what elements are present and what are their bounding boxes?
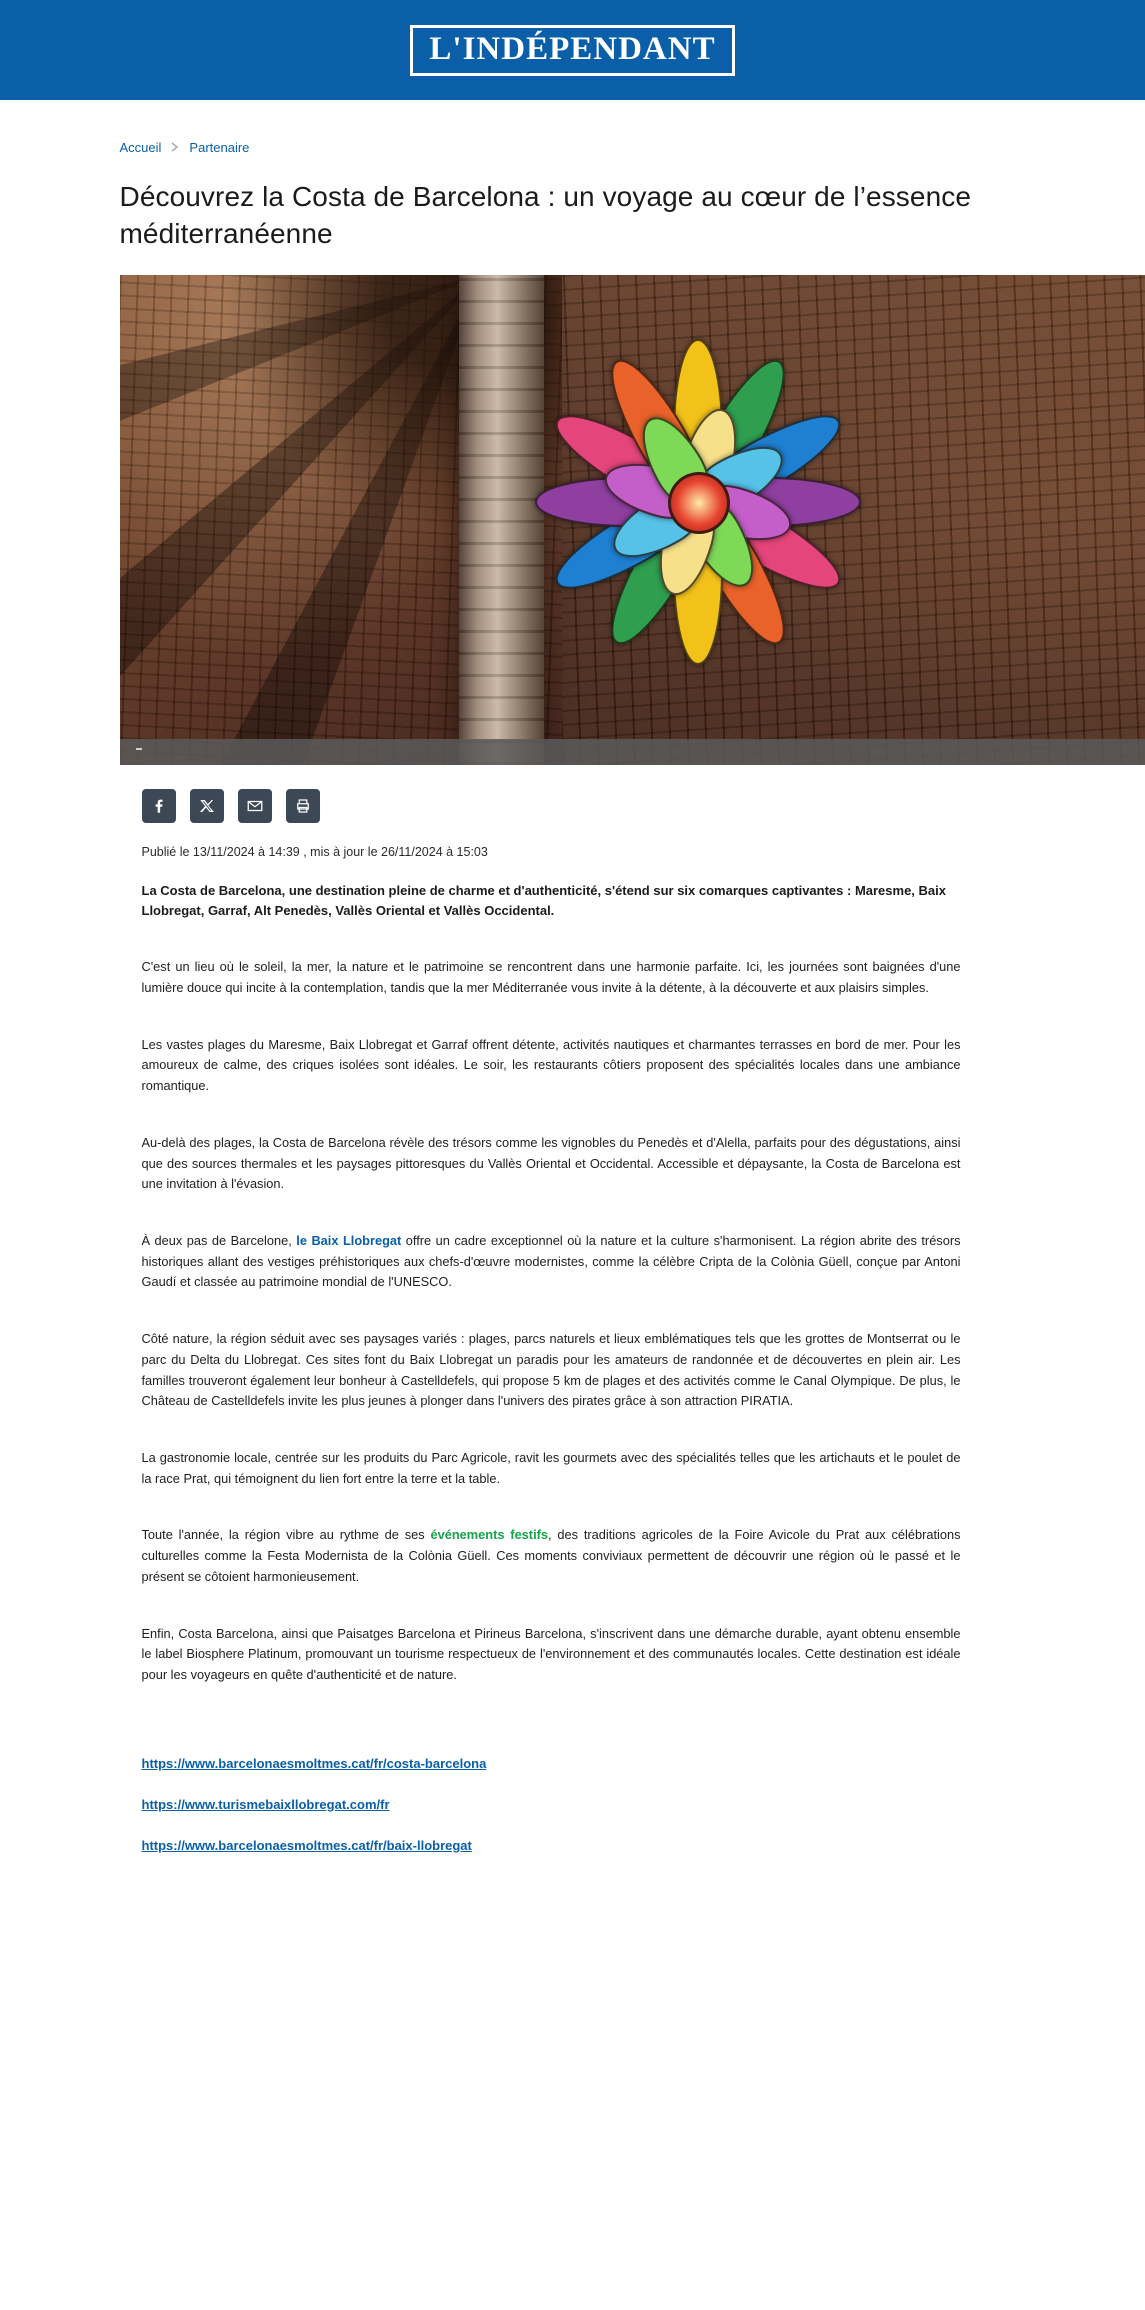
paragraph-text-after: offre un cadre exceptionnel où la nature et la culture s'harmonisent. La région abrite des trésors historiques allant des vestiges préhistoriques aux chefs-d'œuvre modernistes, comme la célèbre Cripta de la Colònia Güell, conçue par Antoni Gaudí et classée au patrimoine mondial de l'UNESCO.	[141, 1232, 961, 1290]
hero-image	[120, 275, 1145, 765]
article-paragraph-2: Les vastes plages du Maresme, Baix Llobregat et Garraf offrent détente, activités nautiques et charmantes terrasses en bord de mer. Pour les amoureux de calme, des criques isolées sont idéales. Le soir, les restaurants côtiers proposent des spécialités locales dans une ambiance romantique.	[141, 1036, 961, 1094]
hero-caption-mark	[136, 748, 142, 750]
breadcrumb-item-accueil[interactable]: Accueil	[119, 140, 162, 155]
hero-rose-window	[531, 335, 861, 665]
article-paragraph-8: Enfin, Costa Barcelona, ainsi que Paisatges Barcelona et Pirineus Barcelona, s'inscrivent dans une démarche durable, ayant obtenu ensemble le label Biosphere Platinum, promouvant un tourisme respectueux de l'environnement et des communautés locales. Cette destination est idéale pour les voyageurs en quête d'authenticité et de nature.	[141, 1625, 961, 1682]
page-container	[50, 140, 1096, 1919]
print-button[interactable]	[286, 789, 320, 823]
paragraph-text-before-2: Toute l'année, la région vibre au rythme de ses	[141, 1527, 431, 1543]
article-paragraph-7	[142, 1525, 961, 1587]
breadcrumb	[50, 140, 1096, 155]
hero-caption-bar	[120, 739, 1145, 765]
page-title: Découvrez la Costa de Barcelona : un voyage au cœur de l’essence méditerranéenne	[119, 181, 972, 249]
facebook-share-button[interactable]	[142, 789, 176, 823]
link-evenements-festifs[interactable]: événements festifs	[430, 1527, 548, 1543]
article-meta: Publié le 13/11/2024 à 14:39 , mis à jour le 26/11/2024 à 15:03	[141, 844, 488, 859]
related-link-2[interactable]: https://www.turismebaixllobregat.com/fr	[141, 1796, 390, 1812]
paragraph-text-after-2: , des traditions agricoles de la Foire Avicole du Prat aux célébrations culturelles comme la Festa Modernista de la Colònia Güell. Ces moments conviviaux permettent de découvrir une région où le passé et le présent se côtoient harmonieusement.	[141, 1527, 961, 1584]
printer-icon	[294, 797, 312, 815]
share-bar	[50, 789, 1096, 823]
related-link-3[interactable]: https://www.barcelonaesmoltmes.cat/fr/baix-llobregat	[141, 1837, 472, 1853]
facebook-icon	[150, 797, 168, 815]
chevron-right-icon	[171, 141, 179, 155]
related-links	[50, 1756, 1096, 1853]
breadcrumb-item-partenaire[interactable]: Partenaire	[189, 140, 250, 155]
article-paragraph-6: La gastronomie locale, centrée sur les produits du Parc Agricole, ravit les gourmets avec des spécialités telles que les artichauts et le poulet de la race Prat, qui témoignent du lien fort entre la terre et la table.	[141, 1449, 961, 1486]
rose-window-core	[668, 472, 730, 534]
article-paragraph-4	[142, 1231, 961, 1293]
twitter-share-button[interactable]	[190, 789, 224, 823]
article-body	[50, 881, 1096, 1686]
paragraph-text-before: À deux pas de Barcelone,	[141, 1232, 297, 1248]
site-logo-text: L'INDÉPENDANT	[429, 30, 716, 67]
email-share-button[interactable]	[238, 789, 272, 823]
related-link-1[interactable]: https://www.barcelonaesmoltmes.cat/fr/costa-barcelona	[141, 1755, 487, 1771]
article-lead: La Costa de Barcelona, une destination pleine de charme et d'authenticité, s'étend sur six comarques captivantes : Maresme, Baix Llobregat, Garraf, Alt Penedès, Vallès Oriental et Vallès Occidental.	[141, 882, 946, 919]
article-paragraph-5: Côté nature, la région séduit avec ses paysages variés : plages, parcs naturels et lieux emblématiques tels que les grottes de Montserrat ou le parc du Delta du Llobregat. Ces sites font du Baix Llobregat un paradis pour les amateurs de randonnée et de découvertes en plein air. Les familles trouveront également leur bonheur à Castelldefels, qui propose 5 km de plages et des activités comme le Canal Olympique. De plus, le Château de Castelldefels invite les plus jeunes à plonger dans l'univers des pirates grâce à son attraction PIRATIA.	[141, 1331, 961, 1409]
x-twitter-icon	[199, 798, 215, 814]
site-logo[interactable]	[410, 25, 734, 76]
article-paragraph-1: C'est un lieu où le soleil, la mer, la nature et le patrimoine se rencontrent dans une harmonie parfaite. Ici, les journées sont baignées d'une lumière douce qui incite à la contemplation, tandis que la mer Méditerranée vous invite à la détente, à la découverte et aux plaisirs simples.	[141, 959, 961, 995]
site-header	[0, 0, 1145, 100]
envelope-icon	[246, 797, 264, 815]
article-paragraph-3: Au-delà des plages, la Costa de Barcelona révèle des trésors comme les vignobles du Penedès et d'Alella, parfaits pour des dégustations, ainsi que des sources thermales et les paysages pittoresques du Vallès Oriental et Occidental. Accessible et dépaysante, la Costa de Barcelona est une invitation à l'évasion.	[141, 1134, 961, 1192]
link-baix-llobregat[interactable]: le Baix Llobregat	[296, 1232, 402, 1248]
